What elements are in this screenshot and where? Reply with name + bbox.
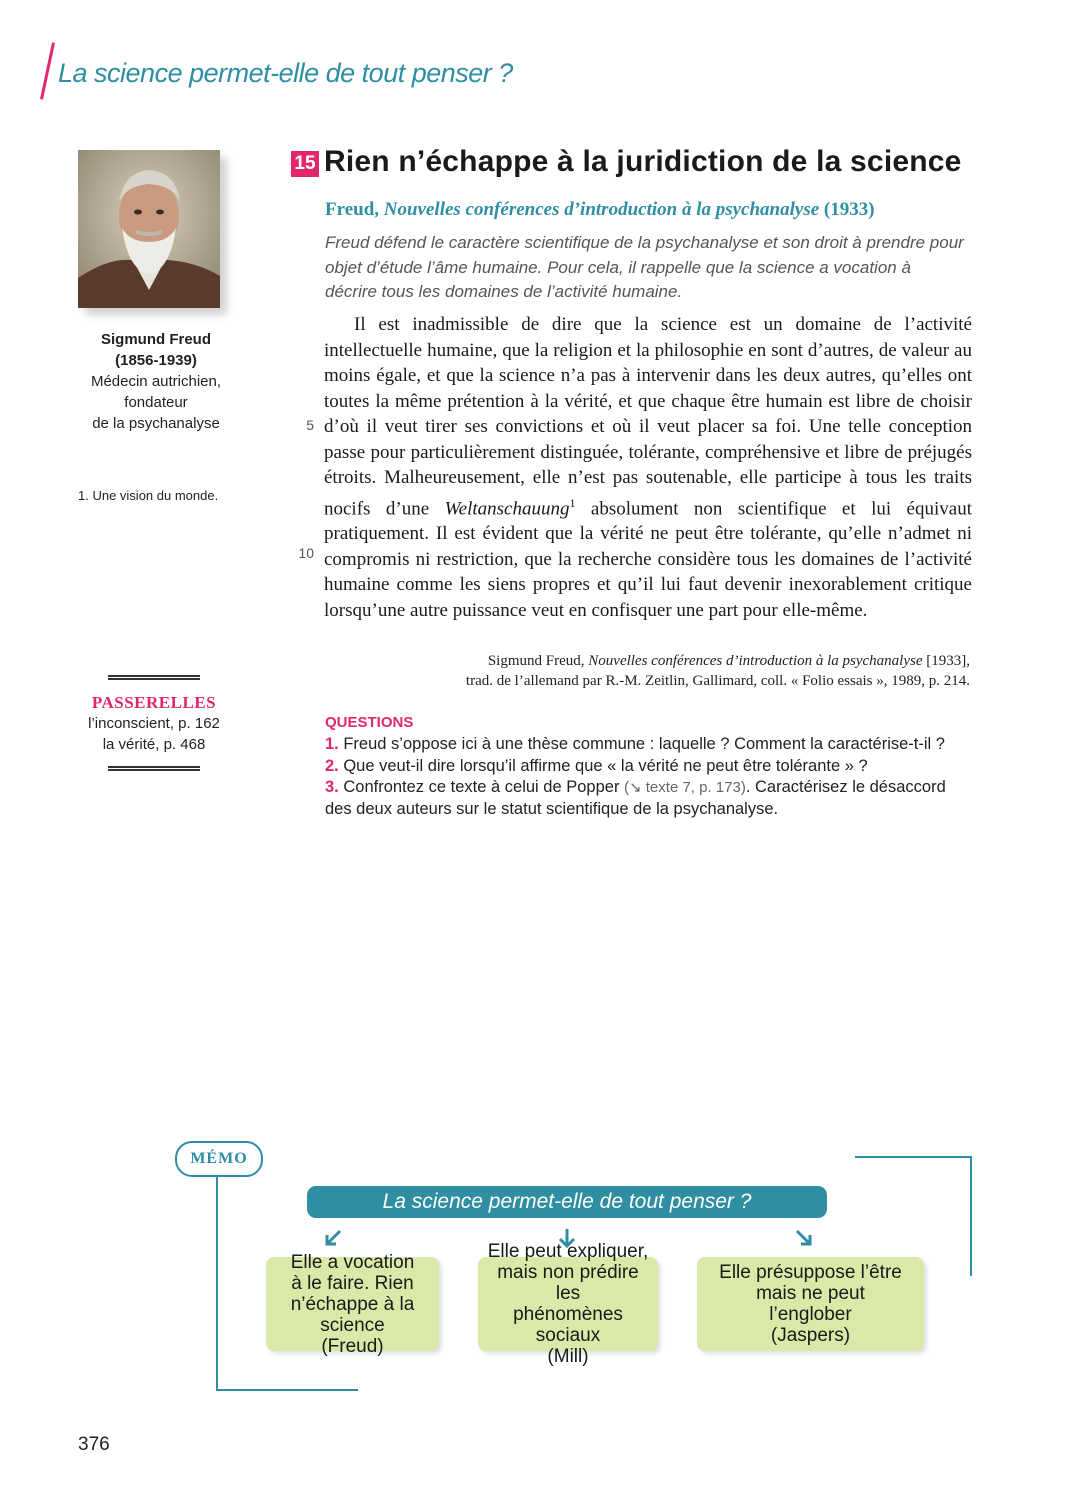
body-part-1: Il est inadmissible de dire que la science est un domaine de l’activité intellectuelle humaine, que la religion et la philosophie en sont d’autres, de valeur au moins égale, et que la science n’a pas à intervenir dans les deux autres, qu’elles ont toutes la même prétention à la vérité, et que chaque être humain est libre de choisir d’où il veut tirer ses convictions et où il veut placer sa foi. Une telle conception passe pour particulièrement distinguée, tolérante, compréhensive et libre de préjugés étroits. Malheureusement, elle n’est pas soutenable, elle participe à tous les traits nocifs d’une [324, 314, 972, 519]
passerelles-link-inconscient[interactable]: l’inconscient, p. 162 [88, 715, 220, 732]
page-number: 376 [78, 1434, 110, 1455]
memo-question: La science permet-elle de tout penser ? [307, 1186, 827, 1218]
arrow-down-right-icon [792, 1226, 816, 1250]
question-item [325, 756, 965, 778]
passerelles-rule-bottom [108, 766, 200, 771]
question-number: 1. [325, 735, 339, 753]
citation-year: [1933], [922, 653, 970, 669]
footnote: 1. Une vision du monde. [78, 488, 219, 503]
memo-frame-right [970, 1156, 972, 1276]
chapter-title: La science permet-elle de tout penser ? [58, 58, 513, 88]
caption-role-3: de la psychanalyse [92, 415, 220, 432]
memo-frame-top [855, 1156, 972, 1158]
header-slash [40, 42, 55, 99]
text-number-badge: 15 [291, 151, 319, 177]
text-intro: Freud défend le caractère scientifique de la psychanalyse et son droit à prendre pour objet d’étude l’âme humaine. Pour cela, il rappelle que la science a vocation à décrire tous les domaines de l’activité humaine. [325, 233, 964, 301]
memo-frame-left [216, 1176, 218, 1390]
memo-frame-bottom [216, 1389, 358, 1391]
source-year: (1933) [819, 199, 875, 220]
body-part-2: absolument non scientifique et lui équivaut pratiquement. Il est évident que la vérité ne peut être tolérante, qu’elle n’admet ni compromis ni restriction, que la recherche considère tous les domaines de l’activité humaine comme les siens propres et qu’il lui faut devenir inexorablement critique lorsqu’une autre puissance veut en confisquer une part pour elle-même. [324, 497, 972, 621]
source-author: Freud, [325, 199, 384, 220]
questions-title: QUESTIONS [325, 714, 414, 731]
memo-badge: MÉMO [175, 1141, 263, 1177]
citation-line-2: trad. de l’allemand par R.-M. Zeitlin, Gallimard, coll. « Folio essais », 1989, p. 214. [465, 673, 970, 689]
passerelles-title: PASSERELLES [91, 693, 217, 712]
arrow-down-left-icon [321, 1226, 345, 1250]
text-body [324, 312, 972, 623]
caption-role-1: Médecin autrichien, [90, 373, 222, 390]
line-number-10: 10 [298, 545, 314, 561]
line-number-5: 5 [306, 417, 314, 433]
caption-name: Sigmund Freud [101, 331, 211, 348]
memo-box-freud: Elle a vocation à le faire. Rien n’échappe à la science (Freud) [266, 1257, 439, 1351]
portrait-caption [68, 329, 244, 434]
question-cross-reference[interactable]: (↘ texte 7, p. 173) [624, 779, 746, 796]
text-title: Rien n’échappe à la juridiction de la science [324, 145, 962, 178]
question-text: Que veut-il dire lorsqu’il affirme que « la vérité ne peut être tolérante » ? [338, 756, 868, 775]
memo-box-jaspers: Elle présuppose l’être mais ne peut l’englober (Jaspers) [697, 1257, 924, 1351]
question-text-end: . Caractérisez le désaccord des deux auteurs sur le statut scientifique de la psychanalyse. [325, 778, 946, 818]
question-item [325, 734, 965, 756]
passerelles-link-verite[interactable]: la vérité, p. 468 [102, 736, 206, 753]
memo-box-mill: Elle peut expliquer, mais non prédire les phénomènes sociaux (Mill) [478, 1257, 658, 1351]
caption-role-2: fondateur [124, 394, 188, 411]
questions-list [325, 734, 965, 820]
text-source [325, 199, 875, 221]
citation-work: Nouvelles conférences d’introduction à la psychanalyse [588, 653, 923, 669]
source-work: Nouvelles conférences d’introduction à la psychanalyse [383, 199, 820, 220]
question-number: 2. [325, 756, 339, 775]
passerelles-rule-top [108, 675, 200, 680]
footnote-ref: 1 [569, 495, 576, 510]
passerelles [68, 692, 240, 755]
question-text: Freud s’oppose ici à une thèse commune : laquelle ? Comment la caractérise-t-il ? [338, 735, 945, 753]
question-item [325, 777, 965, 820]
question-number: 3. [325, 778, 339, 796]
body-term: Weltanschauung [444, 497, 570, 519]
citation [380, 651, 970, 691]
freud-portrait [78, 150, 220, 308]
question-text: Confrontez ce texte à celui de Popper [338, 778, 625, 796]
citation-author: Sigmund Freud, [487, 653, 589, 669]
caption-dates: (1856-1939) [115, 352, 197, 369]
